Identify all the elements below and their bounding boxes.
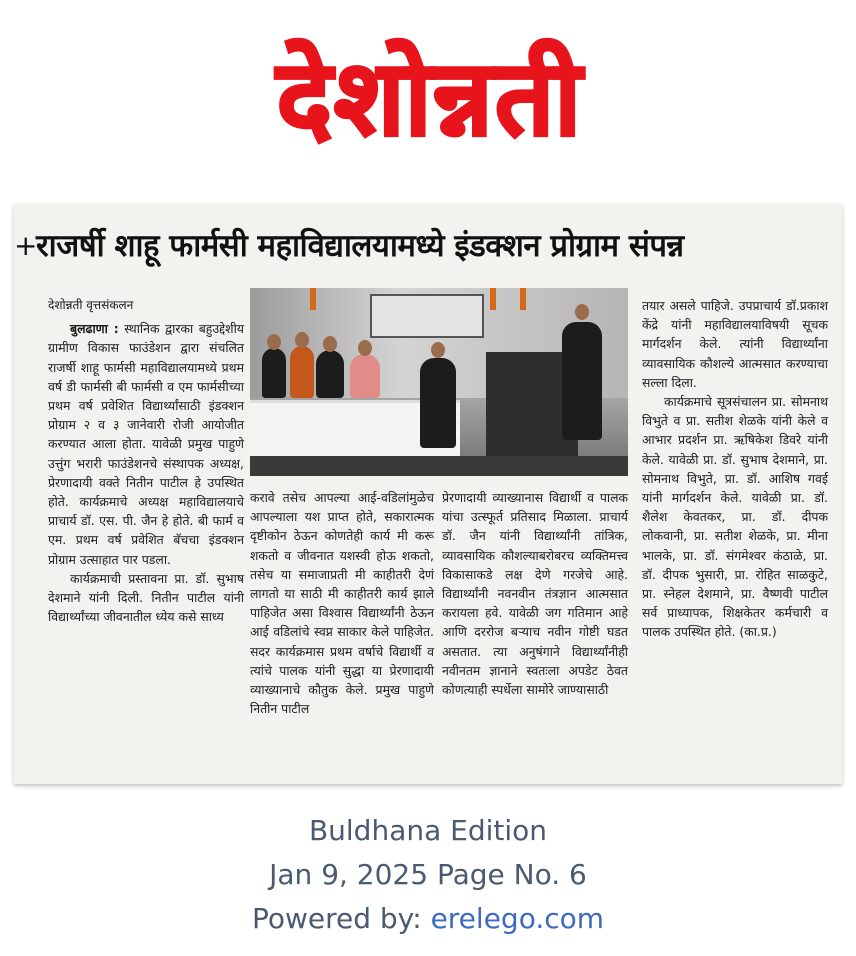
powered-by-label: Powered by:	[251, 902, 422, 935]
paragraph	[48, 319, 244, 569]
newspaper-masthead	[150, 36, 710, 160]
edition-label: Buldhana Edition	[308, 814, 548, 847]
paragraph: कार्यक्रमाची प्रस्तावना प्रा. डॉ. सुभाष देशमाने यांनी दिली. नितीन पाटील यांनी विद्यार्थ्यांच्या जीवनातील ध्येय कसे साध्य	[48, 570, 244, 625]
paragraph: करावे तसेच आपल्या आई-वडिलांमुळेच आपल्याला यश प्राप्त होते, सकारात्मक दृष्टीकोन ठेऊन कोणतेही कार्य मी करू शकतो व जीवनात यशस्वी होऊ शकतो, तसेच या समाजाप्रती मी काहीतरी देणं लागतो या साठी मी काहीतरी कार्य झाले पाहिजेत असा विश्वास विद्यार्थ्यांनी ठेऊन आई वडिलांचे स्वप्न साकार केले पाहिजेत. सदर कार्यक्रमास प्रथम वर्षाचे विद्यार्थी व त्यांचे पालक यांनी सुद्धा या प्रेरणादायी व्याख्यानाचे कौतुक केले. प्रमुख पाहुणे नितीन पाटील	[250, 490, 434, 717]
erelego-link[interactable]: erelego.com	[430, 902, 605, 935]
article-column-1	[48, 296, 244, 626]
paragraph: तयार असले पाहिजे. उपप्राचार्य डॉ.प्रकाश केंद्रे यांनी महाविद्यालयाविषयी सूचक मार्गदर्शन केले. त्यांनी विद्यार्थ्यांना व्यावसायिक कौशल्ये आत्मसात करण्याचा सल्ला दिला.	[642, 298, 828, 390]
event-photo	[250, 288, 628, 476]
article-column-3	[442, 488, 628, 699]
date-page-label: Jan 9, 2025 Page No. 6	[269, 858, 587, 891]
paragraph: कार्यक्रमाचे सूत्रसंचालन प्रा. सोमनाथ विभुते व प्रा. सतीश शेळके यांनी केले व आभार प्रदर्शन प्रा. ऋषिकेश डिवरे यांनी केले. यावेळी प्रा. डॉ. सुभाष देशमाने, प्रा. सोमनाथ विभुते, प्रा. डॉ. आशिष गवई यांनी मार्गदर्शन केले. यावेळी प्रा. डॉ. शैलेश केवतकर, प्रा. डॉ. दीपक लोकवानी, प्रा. सतीश शेळके, प्रा. मीना भालके, प्रा. डॉ. संगमेश्वर कंठाळे, प्रा. डॉ. दीपक भुसारी, प्रा. रोहित साळकुटे, प्रा. स्नेहल देशमाने, प्रा. वैष्णवी पाटील सर्व प्राध्यापक, शिक्षकेतर कर्मचारी व पालक उपस्थित होते. (का.प्र.)	[642, 394, 828, 640]
byline: देशोन्नती वृत्तसंकलन	[48, 298, 134, 312]
article-column-2	[250, 488, 434, 718]
paragraph: प्रेरणादायी व्याख्यानास विद्यार्थी व पालक यांचा उत्स्फूर्त प्रतिसाद मिळाला. प्राचार्य डॉ. जैन यांनी विद्यार्थ्यांनी तांत्रिक, व्यावसायिक कौशल्याबरोबरच व्यक्तिमत्त्व विकासाकडे लक्ष देणे गरजेचे आहे. विद्यार्थ्यांनी नवनवीन तंत्रज्ञान आत्मसात करायला हवे. यावेळी जग गतिमान आहे आणि दररोज बऱ्याच नवीन गोष्टी घडत असतात. त्या अनुषंगाने विद्यार्थ्यांनीही नवीनतम ज्ञानाने स्वतःला अपडेट ठेवत कोणत्याही स्पर्धेला सामोरे जाण्यासाठी	[442, 490, 628, 698]
article-column-4	[642, 296, 828, 642]
dateline: बुलढाणा :	[70, 321, 119, 337]
masthead-logo-text: देशोन्नती	[276, 37, 584, 159]
news-clipping	[14, 204, 842, 784]
article-headline	[14, 218, 842, 272]
headline-text: राजर्षी शाहू फार्मसी महाविद्यालयामध्ये इंडक्शन प्रोग्राम संपन्न	[36, 228, 684, 264]
crop-mark-icon: +	[14, 228, 38, 262]
paragraph-text: स्थानिक द्वारका बहुउद्देशीय ग्रामीण विकास फाउंडेशन द्वारा संचलित राजर्षी शाहू फार्मसी महाविद्यालयामध्ये प्रथम वर्ष डी फार्मसी बी फार्मसी व एम फार्मसीच्या प्रथम वर्ष प्रवेशित विद्यार्थ्यांसाठी इंडक्शन प्रोग्राम २ व ३ जानेवारी रोजी आयोजीत करण्यात आला होता. यावेळी प्रमुख पाहुणे उत्तुंग भरारी फाउंडेशनचे संस्थापक अध्यक्ष, प्रेरणादायी वक्ते नितीन पाटील हे उपस्थित होते. कार्यक्रमाचे अध्यक्ष महाविद्यालयाचे प्राचार्य डॉ. एस. पी. जैन हे होते. बी फार्म व एम. प्रथम वर्ष प्रवेशित बॅचचा इंडक्शन प्रोग्राम उत्साहात पार पडला.	[48, 321, 244, 567]
powered-by-line	[0, 902, 856, 935]
